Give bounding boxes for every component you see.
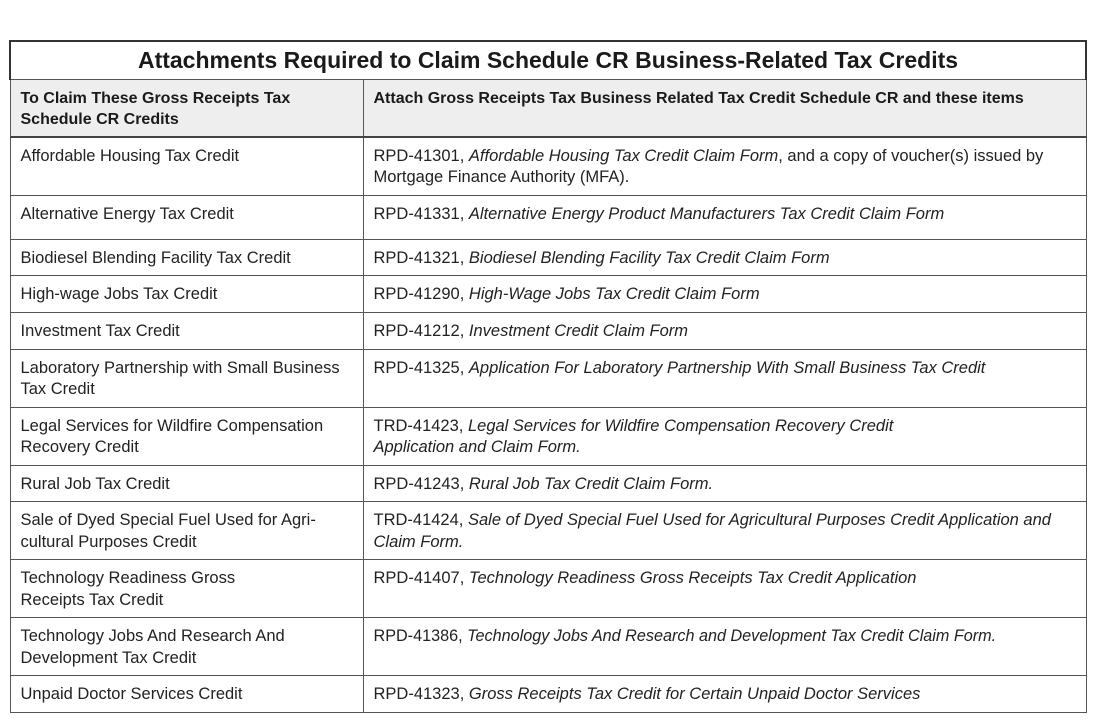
- title-row: [10, 41, 1086, 79]
- form-number: RPD-41290,: [373, 285, 465, 303]
- form-title: Rural Job Tax Credit Claim Form.: [468, 474, 714, 493]
- table-row: [10, 618, 1086, 676]
- table-title: Attachments Required to Claim Schedule CR Business-Related Tax Credits: [10, 41, 1086, 79]
- form-number: TRD-41423,: [373, 416, 464, 435]
- form-title: Technology Jobs And Research and Development Tax Credit Claim Form.: [467, 627, 997, 645]
- credit-name: Alternative Energy Tax Credit: [10, 195, 363, 239]
- attachment-cell: [363, 137, 1086, 196]
- table-row: [10, 195, 1086, 239]
- table-row: [10, 676, 1086, 713]
- credit-name: Rural Job Tax Credit: [10, 465, 363, 502]
- header-attachments: Attach Gross Receipts Tax Business Related Tax Credit Schedule CR and these items: [363, 79, 1086, 137]
- form-number: RPD-41331,: [373, 204, 465, 223]
- form-title: Application For Laboratory Partnership With Small Business Tax Credit: [468, 358, 986, 377]
- credit-name: Affordable Housing Tax Credit: [10, 137, 363, 196]
- attachment-cell: [363, 407, 1086, 465]
- credit-name: Laboratory Partnership with Small Business Tax Credit: [10, 349, 363, 407]
- form-number: RPD-41243,: [373, 474, 465, 493]
- form-number: RPD-41212,: [373, 321, 465, 340]
- attachment-cell: [363, 195, 1086, 239]
- attachment-cell: [363, 465, 1086, 502]
- attachment-cell: [363, 276, 1086, 313]
- table-row: [10, 349, 1086, 407]
- credit-name: Technology Jobs And Research And Development Tax Credit: [10, 618, 363, 676]
- form-title: Sale of Dyed Special Fuel Used for Agricultural Purposes Credit Application and Claim Form.: [373, 511, 1051, 551]
- table-row: [10, 407, 1086, 465]
- attachment-cell: [363, 312, 1086, 349]
- header-row: [10, 79, 1086, 137]
- form-title: Alternative Energy Product Manufacturers Tax Credit Claim Form: [468, 204, 945, 223]
- form-number: RPD-41301,: [373, 146, 465, 165]
- form-title: Affordable Housing Tax Credit Claim Form: [468, 146, 779, 165]
- credit-name: Biodiesel Blending Facility Tax Credit: [10, 239, 363, 276]
- table-row: [10, 137, 1086, 196]
- table-row: [10, 276, 1086, 313]
- attachments-table: [9, 40, 1087, 713]
- form-title: Biodiesel Blending Facility Tax Credit Claim Form: [468, 248, 830, 267]
- table-row: [10, 502, 1086, 560]
- credit-name: Investment Tax Credit: [10, 312, 363, 349]
- credit-name: High-wage Jobs Tax Credit: [10, 276, 363, 313]
- attachment-cell: [363, 239, 1086, 276]
- form-title: Investment Credit Claim Form: [468, 321, 689, 340]
- credit-name: Legal Services for Wildfire Compensation Recovery Credit: [10, 407, 363, 465]
- table-row: [10, 239, 1086, 276]
- form-number: RPD-41407,: [373, 569, 465, 587]
- form-number: TRD-41424,: [373, 511, 464, 529]
- form-title: Legal Services for Wildfire Compensation Recovery Credit Application and Claim Form.: [373, 416, 894, 456]
- header-credits: To Claim These Gross Receipts Tax Schedule CR Credits: [10, 79, 363, 137]
- form-number: RPD-41325,: [373, 358, 465, 377]
- form-title: High-Wage Jobs Tax Credit Claim Form: [468, 285, 760, 303]
- attachment-cell: [363, 676, 1086, 713]
- attachment-cell: [363, 560, 1086, 618]
- table-body: [10, 137, 1086, 713]
- form-number: RPD-41386,: [373, 627, 463, 645]
- attachment-cell: [363, 502, 1086, 560]
- form-title: Technology Readiness Gross Receipts Tax Credit Application: [468, 569, 917, 587]
- credit-name: Unpaid Doctor Services Credit: [10, 676, 363, 713]
- attachments-table-container: [9, 40, 1087, 713]
- form-title: Gross Receipts Tax Credit for Certain Unpaid Doctor Services: [468, 685, 921, 703]
- table-row: [10, 312, 1086, 349]
- attachment-cell: [363, 349, 1086, 407]
- form-number: RPD-41323,: [373, 685, 465, 703]
- table-row: [10, 465, 1086, 502]
- table-row: [10, 560, 1086, 618]
- form-suffix: , and a copy of voucher(s) issued by Mortgage Finance Authority (MFA).: [373, 146, 1044, 186]
- credit-name: Technology Readiness Gross Receipts Tax Credit: [10, 560, 363, 618]
- credit-name: Sale of Dyed Special Fuel Used for Agricultural Purposes Credit: [10, 502, 363, 560]
- form-number: RPD-41321,: [373, 248, 465, 267]
- attachment-cell: [363, 618, 1086, 676]
